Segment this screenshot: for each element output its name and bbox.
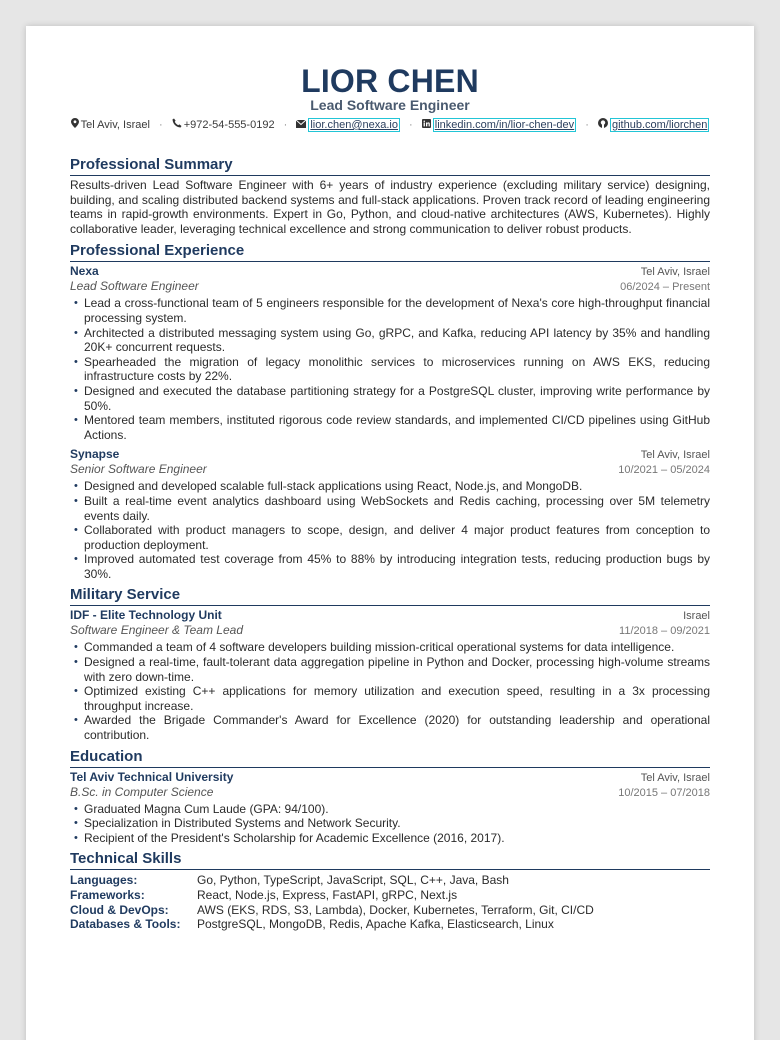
military-entry <box>70 608 710 742</box>
envelope-icon <box>296 120 306 131</box>
skill-category: Cloud & DevOps: <box>70 902 169 917</box>
separator: · <box>409 119 413 131</box>
military-unit: IDF - Elite Technology Unit <box>70 608 222 623</box>
bullet-item: • Graduated Magna Cum Laude (GPA: 94/100). <box>70 802 710 817</box>
school-name: Tel Aviv Technical University <box>70 769 234 784</box>
phone-icon <box>172 118 182 131</box>
bullet-item: • Mentored team members, instituted rigorous code review standards, and implemented CI/CD pipelines using GitHub Actions. <box>70 413 710 442</box>
contact-bar <box>26 118 754 131</box>
military-location: Israel <box>683 610 710 623</box>
skill-category: Frameworks: <box>70 888 145 902</box>
separator: · <box>283 119 288 131</box>
job-company: Synapse <box>70 447 120 462</box>
skill-category: Languages: <box>70 873 138 888</box>
education-dates: 10/2015 – 07/2018 <box>618 786 710 799</box>
job-dates: 06/2024 – Present <box>620 281 710 294</box>
skill-values: AWS (EKS, RDS, S3, Lambda), Docker, Kubernetes, Terraform, Git, CI/CD <box>197 902 594 917</box>
section-heading-summary: Professional Summary <box>70 156 710 176</box>
bullet-item: • Recipient of the President's Scholarship for Academic Excellence (2016, 2017). <box>70 831 710 846</box>
education-entry <box>70 770 710 846</box>
contact-phone: +972-54-555-0192 <box>183 119 275 131</box>
bullet-item: • Lead a cross-functional team of 5 engineers responsible for the development of Nexa's core high-throughput financial processing system. <box>70 296 710 325</box>
bullet-item: • Built a real-time event analytics dashboard using WebSockets and Redis caching, processing over 5M telemetry events daily. <box>70 494 710 523</box>
map-pin-icon <box>71 118 79 131</box>
job-bullets <box>70 479 710 581</box>
bullet-item: • Designed a real-time, fault-tolerant data aggregation pipeline in Python and Docker, processing high-volume streams with zero down-time. <box>70 655 710 684</box>
candidate-name: LIOR CHEN <box>301 63 479 99</box>
resume-page <box>26 26 754 1040</box>
section-heading-skills: Technical Skills <box>70 850 710 870</box>
job-location: Tel Aviv, Israel <box>640 449 710 462</box>
military-bullets <box>70 640 710 742</box>
skill-row <box>70 888 710 903</box>
job-role: Lead Software Engineer <box>70 279 199 294</box>
skill-row <box>70 917 710 932</box>
bullet-item: • Designed and developed scalable full-stack applications using React, Node.js, and MongoDB. <box>70 479 710 494</box>
skills-table <box>70 873 710 931</box>
bullet-item: • Awarded the Brigade Commander's Award for Excellence (2020) for outstanding leadership and operational contribution. <box>70 713 710 742</box>
bullet-item: • Specialization in Distributed Systems and Network Security. <box>70 816 710 831</box>
section-heading-experience: Professional Experience <box>70 242 710 262</box>
bullet-item: • Architected a distributed messaging system using Go, gRPC, and Kafka, reducing API latency by 35% and handling 20K+ concurrent requests. <box>70 326 710 355</box>
education-bullets <box>70 802 710 846</box>
linkedin-icon <box>422 119 431 131</box>
degree: B.Sc. in Computer Science <box>70 784 214 799</box>
email-link[interactable]: lior.chen@nexa.io <box>310 119 398 131</box>
job-entry <box>70 447 710 581</box>
skill-row <box>70 873 710 888</box>
military-role: Software Engineer & Team Lead <box>70 623 243 638</box>
separator: · <box>159 119 163 131</box>
job-entry <box>70 264 710 442</box>
contact-location: Tel Aviv, Israel <box>80 119 150 131</box>
github-link[interactable]: github.com/liorchen <box>611 119 708 131</box>
linkedin-link[interactable]: linkedin.com/in/lior-chen-dev <box>434 119 575 131</box>
resume-body <box>70 156 710 932</box>
school-location: Tel Aviv, Israel <box>640 771 710 784</box>
bullet-item: • Commanded a team of 4 software developers building mission-critical operational systems for data intelligence. <box>70 640 710 655</box>
separator: · <box>585 119 589 131</box>
section-heading-military: Military Service <box>70 586 710 606</box>
bullet-item: • Collaborated with product managers to scope, design, and deliver 4 major product features from conception to production deployment. <box>70 523 710 552</box>
bullet-item: • Designed and executed the database partitioning strategy for a PostgreSQL cluster, improving write performance by 50%. <box>70 384 710 413</box>
section-heading-education: Education <box>70 748 710 768</box>
job-company: Nexa <box>70 264 99 279</box>
military-dates: 11/2018 – 09/2021 <box>619 625 710 638</box>
bullet-item: • Improved automated test coverage from 45% to 88% by introducing integration tests, reducing production bugs by 30%. <box>70 552 710 581</box>
job-bullets <box>70 296 710 442</box>
bullet-item: • Optimized existing C++ applications for memory utilization and execution speed, resulting in a 3x processing throughput increase. <box>70 684 710 713</box>
job-dates: 10/2021 – 05/2024 <box>618 464 710 477</box>
skill-values: PostgreSQL, MongoDB, Redis, Apache Kafka, Elasticsearch, Linux <box>197 917 554 932</box>
job-location: Tel Aviv, Israel <box>640 266 710 279</box>
skill-category: Databases & Tools: <box>70 917 181 932</box>
candidate-title: Lead Software Engineer <box>310 97 470 113</box>
summary-text: Results-driven Lead Software Engineer with 6+ years of industry experience (excluding military service) designing, building, and scaling distributed backend systems and full-stack applications. Proven track record of leading engineering teams in rapid-growth environments. Expert in Go, Python, and cloud-native architectures (AWS, Kubernetes). Highly collaborative leader, leveraging technical excellence and strong communication to deliver robust products. <box>70 178 710 236</box>
github-icon <box>598 118 608 131</box>
skill-row <box>70 903 710 918</box>
job-role: Senior Software Engineer <box>70 462 207 477</box>
bullet-item: • Spearheaded the migration of legacy monolithic services to microservices running on AWS EKS, reducing infrastructure costs by 22%. <box>70 355 710 384</box>
skill-values: Go, Python, TypeScript, JavaScript, SQL, C++, Java, Bash <box>197 873 509 888</box>
skill-values: React, Node.js, Express, FastAPI, gRPC, Next.js <box>197 888 458 902</box>
